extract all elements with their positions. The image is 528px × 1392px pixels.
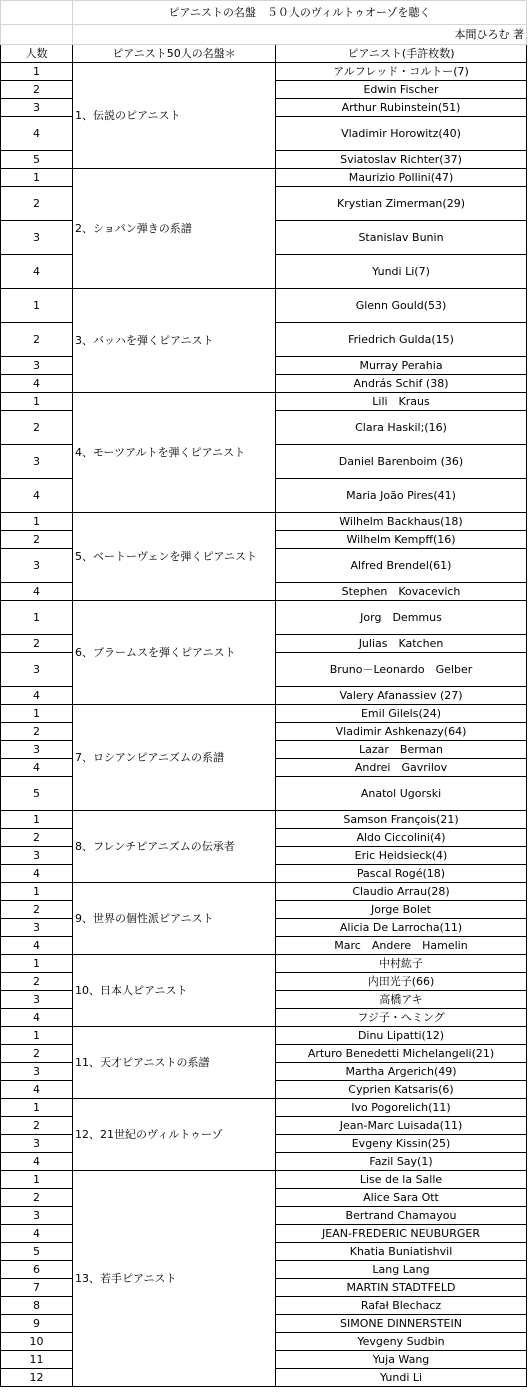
- pianist-cell[interactable]: Lili Kraus: [276, 393, 527, 411]
- row-number-cell[interactable]: 1: [1, 393, 73, 411]
- row-number-cell[interactable]: 5: [1, 777, 73, 811]
- row-number-cell[interactable]: 1: [1, 705, 73, 723]
- row-number-cell[interactable]: 3: [1, 357, 73, 375]
- row-number-cell[interactable]: 4: [1, 255, 73, 289]
- category-cell[interactable]: 12、21世紀のヴィルトゥーゾ: [73, 1099, 276, 1171]
- pianist-cell[interactable]: Stephen Kovacevich: [276, 583, 527, 601]
- table-row: [1, 63, 527, 81]
- pianist-cell[interactable]: JEAN-FREDERIC NEUBURGER: [276, 1225, 527, 1243]
- row-number-cell[interactable]: 4: [1, 759, 73, 777]
- pianist-cell[interactable]: Jorge Bolet: [276, 901, 527, 919]
- row-number-cell[interactable]: 4: [1, 1225, 73, 1243]
- category-cell[interactable]: 11、天才ピアニストの系譜: [73, 1027, 276, 1099]
- pianist-cell[interactable]: Glenn Gould(53): [276, 289, 527, 323]
- pianist-cell[interactable]: Alfred Brendel(61): [276, 549, 527, 583]
- row-number-cell[interactable]: 4: [1, 687, 73, 705]
- pianist-cell[interactable]: Yuja Wang: [276, 1351, 527, 1369]
- header-count[interactable]: 人数: [1, 45, 73, 63]
- table-body: [1, 63, 527, 1387]
- sheet-title[interactable]: ピアニストの名盤 ５０人のヴィルトゥオーゾを聴く: [73, 1, 527, 25]
- pianist-cell[interactable]: Yundi Li(7): [276, 255, 527, 289]
- row-number-cell[interactable]: 3: [1, 445, 73, 479]
- category-cell[interactable]: 5、ベートーヴェンを弾くピアニスト: [73, 513, 276, 601]
- row-number-cell[interactable]: 9: [1, 1315, 73, 1333]
- row-number-cell[interactable]: 4: [1, 1153, 73, 1171]
- row-number-cell[interactable]: 2: [1, 1117, 73, 1135]
- row-number-cell[interactable]: 4: [1, 479, 73, 513]
- pianist-cell[interactable]: Lang Lang: [276, 1261, 527, 1279]
- table-row: [1, 1099, 527, 1117]
- row-number-cell[interactable]: 1: [1, 811, 73, 829]
- pianist-cell[interactable]: Lise de la Salle: [276, 1171, 527, 1189]
- pianist-cell[interactable]: Maria João Pires(41): [276, 479, 527, 513]
- category-cell[interactable]: 4、モーツアルトを弾くピアニスト: [73, 393, 276, 513]
- category-cell[interactable]: 10、日本人ピアニスト: [73, 955, 276, 1027]
- pianist-cell[interactable]: Lazar Berman: [276, 741, 527, 759]
- pianist-cell[interactable]: 高橋アキ: [276, 991, 527, 1009]
- row-number-cell[interactable]: 1: [1, 955, 73, 973]
- table-row: [1, 955, 527, 973]
- pianist-cell[interactable]: アルフレッド・コルトー(7): [276, 63, 527, 81]
- row-number-cell[interactable]: 2: [1, 901, 73, 919]
- row-number-cell[interactable]: 2: [1, 1045, 73, 1063]
- pianist-cell[interactable]: 内田光子(66): [276, 973, 527, 991]
- pianist-cell[interactable]: Ivo Pogorelich(11): [276, 1099, 527, 1117]
- pianist-cell[interactable]: Julias Katchen: [276, 635, 527, 653]
- row-number-cell[interactable]: 3: [1, 919, 73, 937]
- row-number-cell[interactable]: 2: [1, 531, 73, 549]
- pianist-cell[interactable]: Daniel Barenboim (36): [276, 445, 527, 479]
- pianist-cell[interactable]: Arturo Benedetti Michelangeli(21): [276, 1045, 527, 1063]
- pianist-cell[interactable]: SIMONE DINNERSTEIN: [276, 1315, 527, 1333]
- row-number-cell[interactable]: 2: [1, 81, 73, 99]
- table-row: [1, 811, 527, 829]
- pianist-cell[interactable]: Anatol Ugorski: [276, 777, 527, 811]
- row-number-cell[interactable]: 1: [1, 1099, 73, 1117]
- row-number-cell[interactable]: 3: [1, 221, 73, 255]
- row-number-cell[interactable]: 1: [1, 63, 73, 81]
- pianist-cell[interactable]: Wilhelm Backhaus(18): [276, 513, 527, 531]
- pianist-cell[interactable]: Bruno－Leonardo Gelber: [276, 653, 527, 687]
- pianist-cell[interactable]: Arthur Rubinstein(51): [276, 99, 527, 117]
- row-number-cell[interactable]: 3: [1, 991, 73, 1009]
- pianist-cell[interactable]: Stanislav Bunin: [276, 221, 527, 255]
- pianist-cell[interactable]: Khatia Buniatishvil: [276, 1243, 527, 1261]
- pianist-cell[interactable]: Martha Argerich(49): [276, 1063, 527, 1081]
- row-number-cell[interactable]: 1: [1, 169, 73, 187]
- pianist-cell[interactable]: Fazil Say(1): [276, 1153, 527, 1171]
- pianist-cell[interactable]: Jean-Marc Luisada(11): [276, 1117, 527, 1135]
- pianist-cell[interactable]: Cyprien Katsaris(6): [276, 1081, 527, 1099]
- pianist-cell[interactable]: Wilhelm Kempff(16): [276, 531, 527, 549]
- pianist-cell[interactable]: Samson François(21): [276, 811, 527, 829]
- pianist-cell[interactable]: 中村紘子: [276, 955, 527, 973]
- pianist-cell[interactable]: András Schif (38): [276, 375, 527, 393]
- row-number-cell[interactable]: 1: [1, 1171, 73, 1189]
- row-number-cell[interactable]: 12: [1, 1369, 73, 1387]
- table-row: [1, 169, 527, 187]
- pianist-cell[interactable]: Emil Gilels(24): [276, 705, 527, 723]
- pianist-cell[interactable]: Yevgeny Sudbin: [276, 1333, 527, 1351]
- author-row: [1, 25, 527, 45]
- row-number-cell[interactable]: 2: [1, 635, 73, 653]
- category-cell[interactable]: 8、フレンチピアニズムの伝承者: [73, 811, 276, 883]
- title-blank-cell[interactable]: [1, 1, 73, 25]
- category-cell[interactable]: 1、伝説のピアニスト: [73, 63, 276, 169]
- row-number-cell[interactable]: 7: [1, 1279, 73, 1297]
- row-number-cell[interactable]: 2: [1, 411, 73, 445]
- pianist-cell[interactable]: Rafał Blechacz: [276, 1297, 527, 1315]
- pianist-cell[interactable]: Maurizio Pollini(47): [276, 169, 527, 187]
- category-cell[interactable]: 2、ショパン弾きの系譜: [73, 169, 276, 289]
- row-number-cell[interactable]: 3: [1, 1063, 73, 1081]
- pianist-cell[interactable]: Vladimir Horowitz(40): [276, 117, 527, 151]
- table-row: [1, 705, 527, 723]
- pianist-cell[interactable]: Murray Perahia: [276, 357, 527, 375]
- row-number-cell[interactable]: 4: [1, 937, 73, 955]
- row-number-cell[interactable]: 1: [1, 601, 73, 635]
- title-rows: [1, 1, 527, 45]
- row-number-cell[interactable]: 2: [1, 973, 73, 991]
- header-pianist[interactable]: ピアニスト(手許枚数): [276, 45, 527, 63]
- row-number-cell[interactable]: 3: [1, 741, 73, 759]
- pianist-cell[interactable]: Alice Sara Ott: [276, 1189, 527, 1207]
- table-row: [1, 393, 527, 411]
- pianist-cell[interactable]: Sviatoslav Richter(37): [276, 151, 527, 169]
- pianist-cell[interactable]: Vladimir Ashkenazy(64): [276, 723, 527, 741]
- row-number-cell[interactable]: 3: [1, 1207, 73, 1225]
- row-number-cell[interactable]: 4: [1, 1009, 73, 1027]
- pianist-cell[interactable]: Pascal Rogé(18): [276, 865, 527, 883]
- row-number-cell[interactable]: 2: [1, 187, 73, 221]
- pianist-cell[interactable]: Yundi Li: [276, 1369, 527, 1387]
- pianist-cell[interactable]: Andrei Gavrilov: [276, 759, 527, 777]
- category-cell[interactable]: 6、ブラームスを弾くピアニスト: [73, 601, 276, 705]
- row-number-cell[interactable]: 4: [1, 865, 73, 883]
- category-cell[interactable]: 9、世界の個性派ピアニスト: [73, 883, 276, 955]
- category-cell[interactable]: 3、バッハを弾くピアニスト: [73, 289, 276, 393]
- category-cell[interactable]: 7、ロシアンピアニズムの系譜: [73, 705, 276, 811]
- row-number-cell[interactable]: 8: [1, 1297, 73, 1315]
- row-number-cell[interactable]: 4: [1, 583, 73, 601]
- pianist-cell[interactable]: Marc Andere Hamelin: [276, 937, 527, 955]
- pianist-cell[interactable]: Dinu Lipatti(12): [276, 1027, 527, 1045]
- pianist-cell[interactable]: Aldo Ciccolini(4): [276, 829, 527, 847]
- table-row: [1, 883, 527, 901]
- row-number-cell[interactable]: 3: [1, 1135, 73, 1153]
- row-number-cell[interactable]: 5: [1, 1243, 73, 1261]
- row-number-cell[interactable]: 1: [1, 289, 73, 323]
- row-number-cell[interactable]: 1: [1, 1027, 73, 1045]
- pianist-cell[interactable]: Krystian Zimerman(29): [276, 187, 527, 221]
- pianist-cell[interactable]: Valery Afanassiev (27): [276, 687, 527, 705]
- row-number-cell[interactable]: 6: [1, 1261, 73, 1279]
- header-row: [1, 45, 527, 63]
- pianist-cell[interactable]: Jorg Demmus: [276, 601, 527, 635]
- category-cell[interactable]: 13、若手ピアニスト: [73, 1171, 276, 1387]
- row-number-cell[interactable]: 2: [1, 1189, 73, 1207]
- author-blank-cell[interactable]: [1, 25, 73, 45]
- row-number-cell[interactable]: 1: [1, 883, 73, 901]
- row-number-cell[interactable]: 1: [1, 513, 73, 531]
- row-number-cell[interactable]: 4: [1, 375, 73, 393]
- row-number-cell[interactable]: 5: [1, 151, 73, 169]
- row-number-cell[interactable]: 3: [1, 549, 73, 583]
- row-number-cell[interactable]: 3: [1, 653, 73, 687]
- header-row-group: [1, 45, 527, 63]
- header-category[interactable]: ピアニスト50人の名盤＊: [73, 45, 276, 63]
- pianist-cell[interactable]: Edwin Fischer: [276, 81, 527, 99]
- pianist-cell[interactable]: Alicia De Larrocha(11): [276, 919, 527, 937]
- table-row: [1, 601, 527, 635]
- pianist-cell[interactable]: Eric Heidsieck(4): [276, 847, 527, 865]
- row-number-cell[interactable]: 2: [1, 323, 73, 357]
- row-number-cell[interactable]: 3: [1, 99, 73, 117]
- pianist-cell[interactable]: MARTIN STADTFELD: [276, 1279, 527, 1297]
- pianist-cell[interactable]: Clara Haskil;(16): [276, 411, 527, 445]
- pianist-cell[interactable]: Friedrich Gulda(15): [276, 323, 527, 357]
- table-row: [1, 513, 527, 531]
- author-name[interactable]: 本間ひろむ 著: [73, 25, 527, 45]
- pianist-cell[interactable]: Bertrand Chamayou: [276, 1207, 527, 1225]
- table-row: [1, 289, 527, 323]
- row-number-cell[interactable]: 11: [1, 1351, 73, 1369]
- row-number-cell[interactable]: 4: [1, 1081, 73, 1099]
- pianist-cell[interactable]: Claudio Arrau(28): [276, 883, 527, 901]
- row-number-cell[interactable]: 2: [1, 829, 73, 847]
- title-row: [1, 1, 527, 25]
- row-number-cell[interactable]: 3: [1, 847, 73, 865]
- table-row: [1, 1171, 527, 1189]
- row-number-cell[interactable]: 2: [1, 723, 73, 741]
- pianist-cell[interactable]: フジ子・ヘミング: [276, 1009, 527, 1027]
- row-number-cell[interactable]: 10: [1, 1333, 73, 1351]
- table-row: [1, 1027, 527, 1045]
- row-number-cell[interactable]: 4: [1, 117, 73, 151]
- pianist-cell[interactable]: Evgeny Kissin(25): [276, 1135, 527, 1153]
